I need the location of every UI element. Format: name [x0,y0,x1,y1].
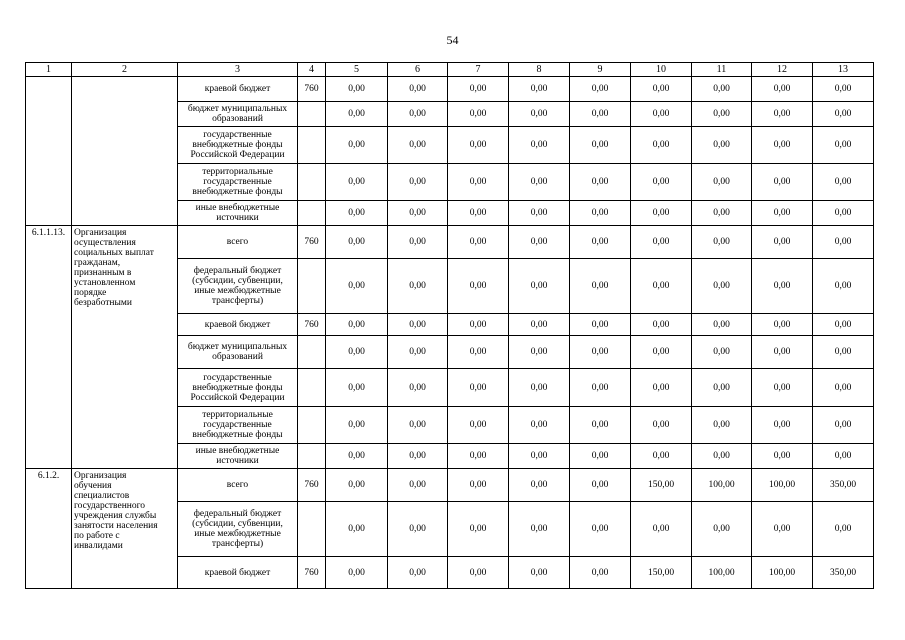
value-cell: 0,00 [692,77,752,102]
value-cell: 0,00 [570,336,631,369]
header-cell: 6 [388,63,448,77]
header-cell: 7 [448,63,509,77]
value-cell: 0,00 [509,469,570,502]
value-cell: 0,00 [326,469,388,502]
budget-code [298,164,326,201]
budget-code [298,407,326,444]
value-cell: 0,00 [326,502,388,557]
value-cell: 0,00 [388,444,448,469]
value-cell: 0,00 [388,127,448,164]
funding-source: краевой бюджет [178,314,298,336]
funding-source: всего [178,226,298,259]
budget-code [298,444,326,469]
value-cell: 0,00 [326,102,388,127]
value-cell: 0,00 [752,77,813,102]
header-cell: 2 [72,63,178,77]
value-cell: 0,00 [692,127,752,164]
budget-code: 760 [298,557,326,589]
value-cell: 0,00 [631,314,692,336]
value-cell: 150,00 [631,557,692,589]
value-cell: 0,00 [692,407,752,444]
header-cell: 10 [631,63,692,77]
value-cell: 100,00 [692,557,752,589]
funding-source: федеральный бюджет (субсидии, субвенции, иные межбюджетные трансферты) [178,259,298,314]
header-cell: 4 [298,63,326,77]
value-cell: 0,00 [326,369,388,407]
value-cell: 0,00 [326,557,388,589]
value-cell: 0,00 [509,444,570,469]
value-cell: 0,00 [448,127,509,164]
value-cell: 0,00 [326,336,388,369]
funding-source: краевой бюджет [178,77,298,102]
value-cell: 0,00 [631,444,692,469]
value-cell: 0,00 [388,226,448,259]
table-row [26,77,874,102]
value-cell: 0,00 [326,407,388,444]
item-name: Организация осуществления социальных выплат гражданам, признанным в установленном порядке безработными [72,226,178,469]
value-cell: 0,00 [388,164,448,201]
value-cell: 0,00 [752,314,813,336]
value-cell: 0,00 [631,369,692,407]
value-cell: 0,00 [388,557,448,589]
value-cell: 0,00 [448,557,509,589]
value-cell: 350,00 [813,557,874,589]
header-row [26,63,874,77]
value-cell: 0,00 [813,502,874,557]
value-cell: 0,00 [388,314,448,336]
value-cell: 0,00 [448,336,509,369]
value-cell: 0,00 [509,336,570,369]
value-cell: 0,00 [692,336,752,369]
value-cell: 0,00 [388,336,448,369]
value-cell: 0,00 [570,502,631,557]
funding-source: краевой бюджет [178,557,298,589]
value-cell: 0,00 [509,557,570,589]
item-name: Организация обучения специалистов государственного учреждения службы занятости населения по работе с инвалидами [72,469,178,589]
page-number: 54 [446,33,459,47]
value-cell: 0,00 [631,201,692,226]
value-cell: 0,00 [509,226,570,259]
value-cell: 0,00 [388,407,448,444]
value-cell: 0,00 [326,164,388,201]
value-cell: 0,00 [448,226,509,259]
value-cell: 0,00 [813,259,874,314]
value-cell: 150,00 [631,469,692,502]
value-cell: 0,00 [570,226,631,259]
value-cell: 0,00 [813,226,874,259]
value-cell: 0,00 [813,127,874,164]
value-cell: 0,00 [570,444,631,469]
funding-source: бюджет муниципальных образований [178,102,298,127]
value-cell: 0,00 [388,77,448,102]
table-row [26,226,874,259]
value-cell: 0,00 [570,369,631,407]
value-cell: 0,00 [509,502,570,557]
value-cell: 0,00 [326,226,388,259]
header-cell: 1 [26,63,72,77]
value-cell: 0,00 [326,444,388,469]
value-cell: 0,00 [631,226,692,259]
value-cell: 0,00 [813,369,874,407]
value-cell: 0,00 [448,259,509,314]
value-cell: 0,00 [509,102,570,127]
value-cell: 0,00 [813,102,874,127]
value-cell: 0,00 [813,407,874,444]
value-cell: 0,00 [813,201,874,226]
value-cell: 0,00 [509,314,570,336]
value-cell: 0,00 [509,77,570,102]
value-cell: 0,00 [448,201,509,226]
budget-code: 760 [298,77,326,102]
value-cell: 0,00 [752,127,813,164]
value-cell: 0,00 [752,102,813,127]
value-cell: 0,00 [692,444,752,469]
value-cell: 0,00 [326,127,388,164]
value-cell: 0,00 [448,444,509,469]
value-cell: 0,00 [631,102,692,127]
budget-code: 760 [298,226,326,259]
value-cell: 0,00 [388,502,448,557]
value-cell: 0,00 [752,201,813,226]
value-cell: 0,00 [813,164,874,201]
header-cell: 9 [570,63,631,77]
value-cell: 0,00 [388,469,448,502]
value-cell: 0,00 [448,502,509,557]
value-cell: 0,00 [692,201,752,226]
value-cell: 0,00 [326,201,388,226]
value-cell: 0,00 [326,314,388,336]
value-cell: 0,00 [509,259,570,314]
table-body [26,63,874,589]
value-cell: 0,00 [448,77,509,102]
value-cell: 0,00 [570,77,631,102]
funding-source: территориальные государственные внебюджетные фонды [178,164,298,201]
header-cell: 11 [692,63,752,77]
value-cell: 0,00 [326,77,388,102]
budget-code [298,369,326,407]
value-cell: 0,00 [448,164,509,201]
value-cell: 0,00 [448,469,509,502]
value-cell: 0,00 [631,502,692,557]
value-cell: 0,00 [570,314,631,336]
value-cell: 0,00 [509,407,570,444]
funding-source: территориальные государственные внебюджетные фонды [178,407,298,444]
value-cell: 0,00 [570,469,631,502]
value-cell: 0,00 [570,201,631,226]
value-cell: 0,00 [752,226,813,259]
value-cell: 0,00 [752,502,813,557]
item-name [72,77,178,226]
value-cell: 0,00 [509,201,570,226]
value-cell: 100,00 [692,469,752,502]
value-cell: 0,00 [813,444,874,469]
value-cell: 0,00 [692,314,752,336]
value-cell: 0,00 [692,259,752,314]
budget-code [298,201,326,226]
value-cell: 0,00 [752,407,813,444]
funding-source: государственные внебюджетные фонды Российской Федерации [178,369,298,407]
value-cell: 350,00 [813,469,874,502]
value-cell: 0,00 [448,407,509,444]
item-code: 6.1.2. [26,469,72,589]
header-cell: 8 [509,63,570,77]
value-cell: 0,00 [570,164,631,201]
budget-code [298,259,326,314]
value-cell: 0,00 [388,102,448,127]
item-code: 6.1.1.13. [26,226,72,469]
value-cell: 0,00 [570,557,631,589]
value-cell: 0,00 [752,259,813,314]
value-cell: 0,00 [509,127,570,164]
value-cell: 0,00 [509,164,570,201]
value-cell: 0,00 [448,314,509,336]
value-cell: 0,00 [570,127,631,164]
value-cell: 0,00 [570,102,631,127]
funding-source: государственные внебюджетные фонды Российской Федерации [178,127,298,164]
funding-source: иные внебюджетные источники [178,201,298,226]
value-cell: 0,00 [631,407,692,444]
budget-table [25,62,874,589]
value-cell: 0,00 [752,164,813,201]
value-cell: 0,00 [752,336,813,369]
funding-source: бюджет муниципальных образований [178,336,298,369]
value-cell: 0,00 [631,164,692,201]
item-code [26,77,72,226]
value-cell: 0,00 [509,369,570,407]
value-cell: 0,00 [692,102,752,127]
value-cell: 0,00 [326,259,388,314]
value-cell: 0,00 [631,259,692,314]
funding-source: всего [178,469,298,502]
value-cell: 0,00 [570,407,631,444]
header-cell: 5 [326,63,388,77]
value-cell: 0,00 [631,336,692,369]
header-cell: 3 [178,63,298,77]
funding-source: федеральный бюджет (субсидии, субвенции, иные межбюджетные трансферты) [178,502,298,557]
budget-code [298,502,326,557]
value-cell: 0,00 [813,336,874,369]
value-cell: 0,00 [388,259,448,314]
value-cell: 100,00 [752,557,813,589]
budget-code [298,127,326,164]
value-cell: 0,00 [448,369,509,407]
header-cell: 12 [752,63,813,77]
header-cell: 13 [813,63,874,77]
value-cell: 100,00 [752,469,813,502]
value-cell: 0,00 [692,369,752,407]
budget-code [298,336,326,369]
value-cell: 0,00 [813,314,874,336]
table-row [26,469,874,502]
value-cell: 0,00 [388,201,448,226]
value-cell: 0,00 [752,444,813,469]
value-cell: 0,00 [692,164,752,201]
funding-source: иные внебюджетные источники [178,444,298,469]
value-cell: 0,00 [692,502,752,557]
value-cell: 0,00 [448,102,509,127]
value-cell: 0,00 [631,127,692,164]
value-cell: 0,00 [570,259,631,314]
value-cell: 0,00 [752,369,813,407]
value-cell: 0,00 [813,77,874,102]
budget-code [298,102,326,127]
value-cell: 0,00 [631,77,692,102]
budget-code: 760 [298,314,326,336]
budget-code: 760 [298,469,326,502]
value-cell: 0,00 [388,369,448,407]
value-cell: 0,00 [692,226,752,259]
